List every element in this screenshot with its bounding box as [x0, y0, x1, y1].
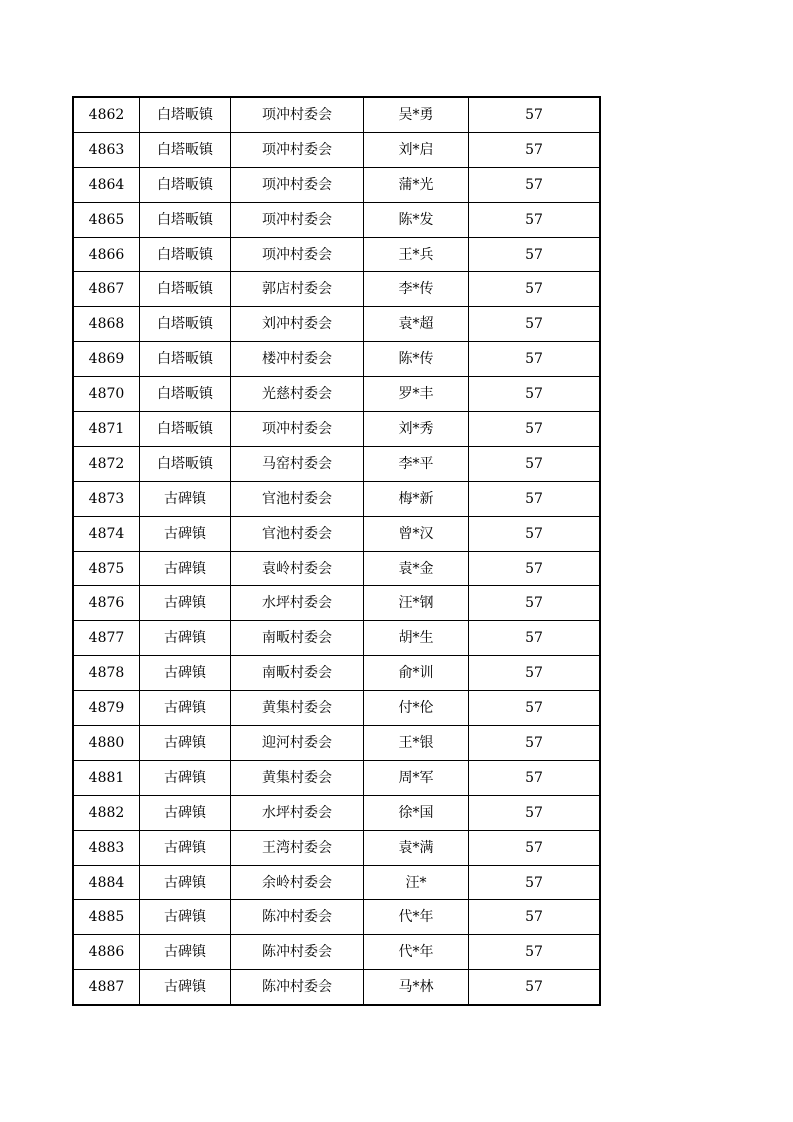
town-cell: 古碑镇	[140, 586, 231, 621]
table-row	[73, 865, 600, 900]
row-number-cell: 4870	[73, 377, 140, 412]
person-name-cell: 梅*新	[364, 481, 469, 516]
village-committee-cell: 水坪村委会	[231, 795, 364, 830]
village-committee-cell: 陈冲村委会	[231, 900, 364, 935]
table-row	[73, 970, 600, 1005]
person-name-cell: 吴*勇	[364, 97, 469, 132]
table-row	[73, 342, 600, 377]
village-committee-cell: 刘冲村委会	[231, 307, 364, 342]
village-committee-cell: 迎河村委会	[231, 726, 364, 761]
amount-cell: 57	[469, 412, 601, 447]
town-cell: 白塔畈镇	[140, 342, 231, 377]
town-cell: 白塔畈镇	[140, 237, 231, 272]
village-committee-cell: 王湾村委会	[231, 830, 364, 865]
village-committee-cell: 项冲村委会	[231, 202, 364, 237]
person-name-cell: 曾*汉	[364, 516, 469, 551]
table-row	[73, 237, 600, 272]
person-name-cell: 蒲*光	[364, 167, 469, 202]
row-number-cell: 4872	[73, 446, 140, 481]
row-number-cell: 4866	[73, 237, 140, 272]
amount-cell: 57	[469, 656, 601, 691]
person-name-cell: 李*平	[364, 446, 469, 481]
table-row	[73, 377, 600, 412]
row-number-cell: 4864	[73, 167, 140, 202]
town-cell: 古碑镇	[140, 621, 231, 656]
village-committee-cell: 项冲村委会	[231, 412, 364, 447]
amount-cell: 57	[469, 307, 601, 342]
amount-cell: 57	[469, 167, 601, 202]
table-row	[73, 691, 600, 726]
village-committee-cell: 陈冲村委会	[231, 935, 364, 970]
row-number-cell: 4885	[73, 900, 140, 935]
row-number-cell: 4886	[73, 935, 140, 970]
row-number-cell: 4881	[73, 760, 140, 795]
table-row	[73, 481, 600, 516]
table-row	[73, 167, 600, 202]
village-committee-cell: 袁岭村委会	[231, 551, 364, 586]
amount-cell: 57	[469, 237, 601, 272]
person-name-cell: 王*银	[364, 726, 469, 761]
village-committee-cell: 项冲村委会	[231, 97, 364, 132]
table-row	[73, 202, 600, 237]
person-name-cell: 罗*丰	[364, 377, 469, 412]
table-row	[73, 412, 600, 447]
amount-cell: 57	[469, 621, 601, 656]
person-name-cell: 徐*国	[364, 795, 469, 830]
town-cell: 古碑镇	[140, 726, 231, 761]
row-number-cell: 4875	[73, 551, 140, 586]
amount-cell: 57	[469, 830, 601, 865]
amount-cell: 57	[469, 865, 601, 900]
person-name-cell: 袁*金	[364, 551, 469, 586]
row-number-cell: 4887	[73, 970, 140, 1005]
town-cell: 白塔畈镇	[140, 272, 231, 307]
table-row	[73, 516, 600, 551]
amount-cell: 57	[469, 760, 601, 795]
table-row	[73, 307, 600, 342]
village-committee-cell: 水坪村委会	[231, 586, 364, 621]
row-number-cell: 4880	[73, 726, 140, 761]
amount-cell: 57	[469, 795, 601, 830]
town-cell: 白塔畈镇	[140, 202, 231, 237]
row-number-cell: 4863	[73, 132, 140, 167]
town-cell: 白塔畈镇	[140, 377, 231, 412]
town-cell: 古碑镇	[140, 795, 231, 830]
person-name-cell: 陈*发	[364, 202, 469, 237]
village-committee-cell: 马窑村委会	[231, 446, 364, 481]
amount-cell: 57	[469, 377, 601, 412]
village-committee-cell: 南畈村委会	[231, 621, 364, 656]
town-cell: 古碑镇	[140, 970, 231, 1005]
roster-table	[72, 96, 601, 1006]
town-cell: 白塔畈镇	[140, 132, 231, 167]
table-row	[73, 726, 600, 761]
person-name-cell: 袁*满	[364, 830, 469, 865]
row-number-cell: 4878	[73, 656, 140, 691]
row-number-cell: 4867	[73, 272, 140, 307]
amount-cell: 57	[469, 272, 601, 307]
town-cell: 古碑镇	[140, 935, 231, 970]
amount-cell: 57	[469, 551, 601, 586]
person-name-cell: 俞*训	[364, 656, 469, 691]
village-committee-cell: 郭店村委会	[231, 272, 364, 307]
table-row	[73, 446, 600, 481]
amount-cell: 57	[469, 935, 601, 970]
table-row	[73, 656, 600, 691]
town-cell: 白塔畈镇	[140, 412, 231, 447]
person-name-cell: 代*年	[364, 935, 469, 970]
table-row	[73, 621, 600, 656]
amount-cell: 57	[469, 97, 601, 132]
person-name-cell: 胡*生	[364, 621, 469, 656]
row-number-cell: 4879	[73, 691, 140, 726]
village-committee-cell: 项冲村委会	[231, 237, 364, 272]
village-committee-cell: 光慈村委会	[231, 377, 364, 412]
town-cell: 古碑镇	[140, 830, 231, 865]
roster-table-body	[73, 97, 600, 1005]
row-number-cell: 4871	[73, 412, 140, 447]
village-committee-cell: 项冲村委会	[231, 167, 364, 202]
amount-cell: 57	[469, 691, 601, 726]
row-number-cell: 4868	[73, 307, 140, 342]
row-number-cell: 4876	[73, 586, 140, 621]
person-name-cell: 王*兵	[364, 237, 469, 272]
person-name-cell: 刘*启	[364, 132, 469, 167]
town-cell: 古碑镇	[140, 865, 231, 900]
table-row	[73, 132, 600, 167]
town-cell: 白塔畈镇	[140, 97, 231, 132]
amount-cell: 57	[469, 342, 601, 377]
amount-cell: 57	[469, 481, 601, 516]
person-name-cell: 李*传	[364, 272, 469, 307]
person-name-cell: 汪*	[364, 865, 469, 900]
table-row	[73, 830, 600, 865]
town-cell: 古碑镇	[140, 551, 231, 586]
village-committee-cell: 黄集村委会	[231, 760, 364, 795]
row-number-cell: 4874	[73, 516, 140, 551]
person-name-cell: 马*林	[364, 970, 469, 1005]
amount-cell: 57	[469, 132, 601, 167]
table-row	[73, 760, 600, 795]
person-name-cell: 汪*钢	[364, 586, 469, 621]
table-row	[73, 935, 600, 970]
town-cell: 古碑镇	[140, 481, 231, 516]
row-number-cell: 4883	[73, 830, 140, 865]
town-cell: 古碑镇	[140, 516, 231, 551]
row-number-cell: 4862	[73, 97, 140, 132]
row-number-cell: 4877	[73, 621, 140, 656]
person-name-cell: 付*伦	[364, 691, 469, 726]
table-row	[73, 586, 600, 621]
amount-cell: 57	[469, 516, 601, 551]
amount-cell: 57	[469, 970, 601, 1005]
row-number-cell: 4882	[73, 795, 140, 830]
village-committee-cell: 官池村委会	[231, 481, 364, 516]
amount-cell: 57	[469, 446, 601, 481]
amount-cell: 57	[469, 900, 601, 935]
town-cell: 古碑镇	[140, 760, 231, 795]
row-number-cell: 4869	[73, 342, 140, 377]
town-cell: 古碑镇	[140, 656, 231, 691]
amount-cell: 57	[469, 586, 601, 621]
village-committee-cell: 陈冲村委会	[231, 970, 364, 1005]
village-committee-cell: 南畈村委会	[231, 656, 364, 691]
person-name-cell: 袁*超	[364, 307, 469, 342]
person-name-cell: 周*军	[364, 760, 469, 795]
person-name-cell: 刘*秀	[364, 412, 469, 447]
town-cell: 古碑镇	[140, 691, 231, 726]
village-committee-cell: 黄集村委会	[231, 691, 364, 726]
row-number-cell: 4873	[73, 481, 140, 516]
table-row	[73, 551, 600, 586]
village-committee-cell: 官池村委会	[231, 516, 364, 551]
town-cell: 白塔畈镇	[140, 167, 231, 202]
table-row	[73, 900, 600, 935]
town-cell: 古碑镇	[140, 900, 231, 935]
table-row	[73, 795, 600, 830]
town-cell: 白塔畈镇	[140, 446, 231, 481]
amount-cell: 57	[469, 202, 601, 237]
person-name-cell: 代*年	[364, 900, 469, 935]
table-row	[73, 97, 600, 132]
village-committee-cell: 项冲村委会	[231, 132, 364, 167]
village-committee-cell: 余岭村委会	[231, 865, 364, 900]
amount-cell: 57	[469, 726, 601, 761]
person-name-cell: 陈*传	[364, 342, 469, 377]
village-committee-cell: 楼冲村委会	[231, 342, 364, 377]
town-cell: 白塔畈镇	[140, 307, 231, 342]
table-row	[73, 272, 600, 307]
row-number-cell: 4884	[73, 865, 140, 900]
row-number-cell: 4865	[73, 202, 140, 237]
